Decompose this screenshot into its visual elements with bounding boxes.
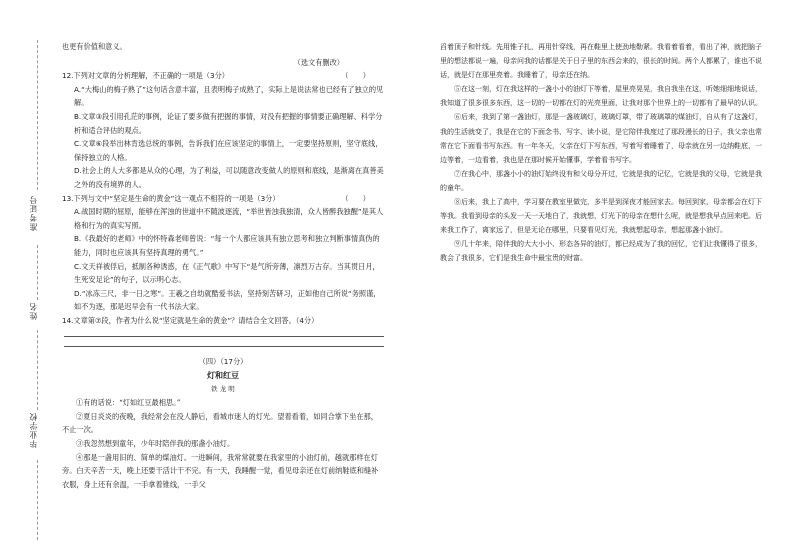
- question-12: （ ） 12.下列对文章的分析理解，不正确的一项是（3分）: [62, 71, 370, 81]
- binding-line: [37, 330, 38, 410]
- option-13c: C.文天祥被俘后，抵制各种诱惑，在《正气歌》中写下“是气所旁薄，凛烈万古存。当其贯日月，生死安足论”的句子，以示明心志。: [74, 261, 380, 285]
- section-heading: （四）（17分）: [198, 357, 248, 367]
- source-note: （选文有删改）: [293, 57, 344, 67]
- paragraph: ⑦在我心中，那盏小小的油灯始终没有和父母分开过，它就是我的记忆，它就是我的父母，它就是我的童年。: [440, 169, 762, 192]
- binding-line: [37, 40, 38, 190]
- paragraph: ⑥后来，我到了第一盏油灯，那是一盏玻璃灯，玻璃灯罩，带了玻璃罩的煤油灯，自从有了这盏灯，我的生活就变了，我是在它的下面念书、写字、读小说，是它陪伴我度过了那段漫长的日子，我父亲也常常在它下面看书写东西。有一年冬天，父亲在灯下写东西，写着写着睡着了，母亲就在另一边纳鞋底，一边等着，一边看着，我也是在那时候开始懂事，学着看书写字。: [440, 113, 762, 164]
- option-13a: A.战国时期的屈原，能够在浑浊的世道中不随波逐流，“举世皆浊我独清，众人皆醉我独醒”是其人格和行为的真实写照。: [74, 207, 384, 230]
- answer-line[interactable]: [64, 327, 384, 337]
- option-12b: B.文章③段引用孔茫的事例，论证了要多做有把握的事情，对没有把握的事情要正确理解、科学分析和适合评估的观点。: [74, 111, 383, 135]
- article-title: 灯和红豆: [207, 371, 239, 381]
- binding-line: [37, 245, 38, 300]
- option-12d: D.社会上的人大多都是从众的心理，为了利益，可以随意改变做人的原则和底线，是渐离在真善美之外的没有境界的人。: [74, 166, 384, 189]
- right-column: [440, 40, 762, 266]
- question-13: （ ） 13.下列与文中“坚定是生命的黄金”这一观点不相符的一项是（3分）: [62, 193, 370, 203]
- paragraph: ⑨几十年来，陪伴我的大大小小、形态各异的油灯，都已经成为了我的回忆，它们让我懂得了很多，教会了我很多，它们是我生命中最宝贵的财富。: [440, 240, 762, 263]
- binding-line: [37, 460, 38, 540]
- exam-number-label: 准考证号: [29, 195, 38, 231]
- paragraph: ③我忽然想到童年，少年时陪伴我的那盏小油灯。: [76, 439, 235, 449]
- option-12a: A.“大梅山的梅子熟了”这句话含意丰富，且表明梅子成熟了，实际上是说法常也已经有了独立的见解。: [74, 84, 384, 108]
- paragraph: ⑤在这一刻，灯在我这样的一盏小小的油灯下等着，屋里亮晃晃，我自我坐在这，听她细细地说话，我知道了很多很多东西，这一切的一切都在灯的光亮里面，让我对那个世界上的一切都有了最早的认识。: [440, 85, 762, 108]
- paragraph: ⑧后来，我上了高中，学习要在教室里做完，多半是到深夜才能回家去。每回到家，母亲都会在灯下等我。我看到母亲的头发一天一天地白了，我就想，灯光下的母亲在想什么呢，就是想我早点回来吧。后来我工作了，离家远了，但是无论在哪里，只要看见灯光，我就想起母亲，想起那盏小油灯。: [440, 198, 762, 235]
- article-author: 铁 龙 明: [211, 384, 235, 393]
- paragraph: ②夏日炎炎的夜晚，我经常会在没人静后，看城市迷人的灯光。望着看着，如同合掌下坐在那，不止一次。: [62, 411, 378, 435]
- school-label: 毕业学校: [29, 412, 38, 448]
- paragraph: ④那是一盏用旧的、简单的煤油灯。一进瞬间，我常常就要在我家里的小油灯前，越就那样在灯旁。白天辛苦一天，晚上还要干活计干不完。有一天，我睡醒一觉，看见母亲还在灯前纳鞋底和缝补衣服，身上还有余温，一手拿着锥线，一手父: [62, 452, 379, 489]
- paragraph: 舀着顶子和针线。先用锥子扎，再用针穿线，再在鞋里上使劲地勒紧。我看着看着，看出了神，就把脑子里的想法都说一遍，母亲问我的话都是关于日子里的东西会来的，很长的时间。两个人都累了，谁也不说话，就是灯在那里亮着。我睡着了，母亲还在纳。: [440, 43, 762, 80]
- question-14: 14.文章第⑦段，作者为什么说“坚定就是生命的黄金”？请结合全文回答。（4分）: [62, 315, 319, 325]
- paragraph: ①有的话说：“灯如红豆最相思。”: [76, 398, 181, 408]
- left-column: [62, 40, 384, 491]
- name-label: 姓名: [29, 302, 38, 320]
- answer-line[interactable]: [64, 337, 384, 347]
- option-12c: C.文章⑥段举出林肯选总统的事例，告诉我们在应该坚定的事情上，一定要坚持原则，坚守底线，保持独立的人格。: [74, 139, 383, 162]
- option-13d: D.“冰冻三尺，非一日之寒”。王羲之自幼就酷爱书法，坚持刻苦研习，正如他自己所说“务照谨，如不为逐，那是迟早会有一代书法大家。: [74, 288, 381, 312]
- option-13b: B.《我最好的老师》中的怀特森老师曾说：“每一个人都应该具有独立思考和独立判断事情真伪的能力，同时也应该具有坚持真理的勇气。”: [74, 234, 380, 257]
- binding-strip: [18, 40, 58, 540]
- text-line: 也更有价值和意义。: [62, 42, 127, 51]
